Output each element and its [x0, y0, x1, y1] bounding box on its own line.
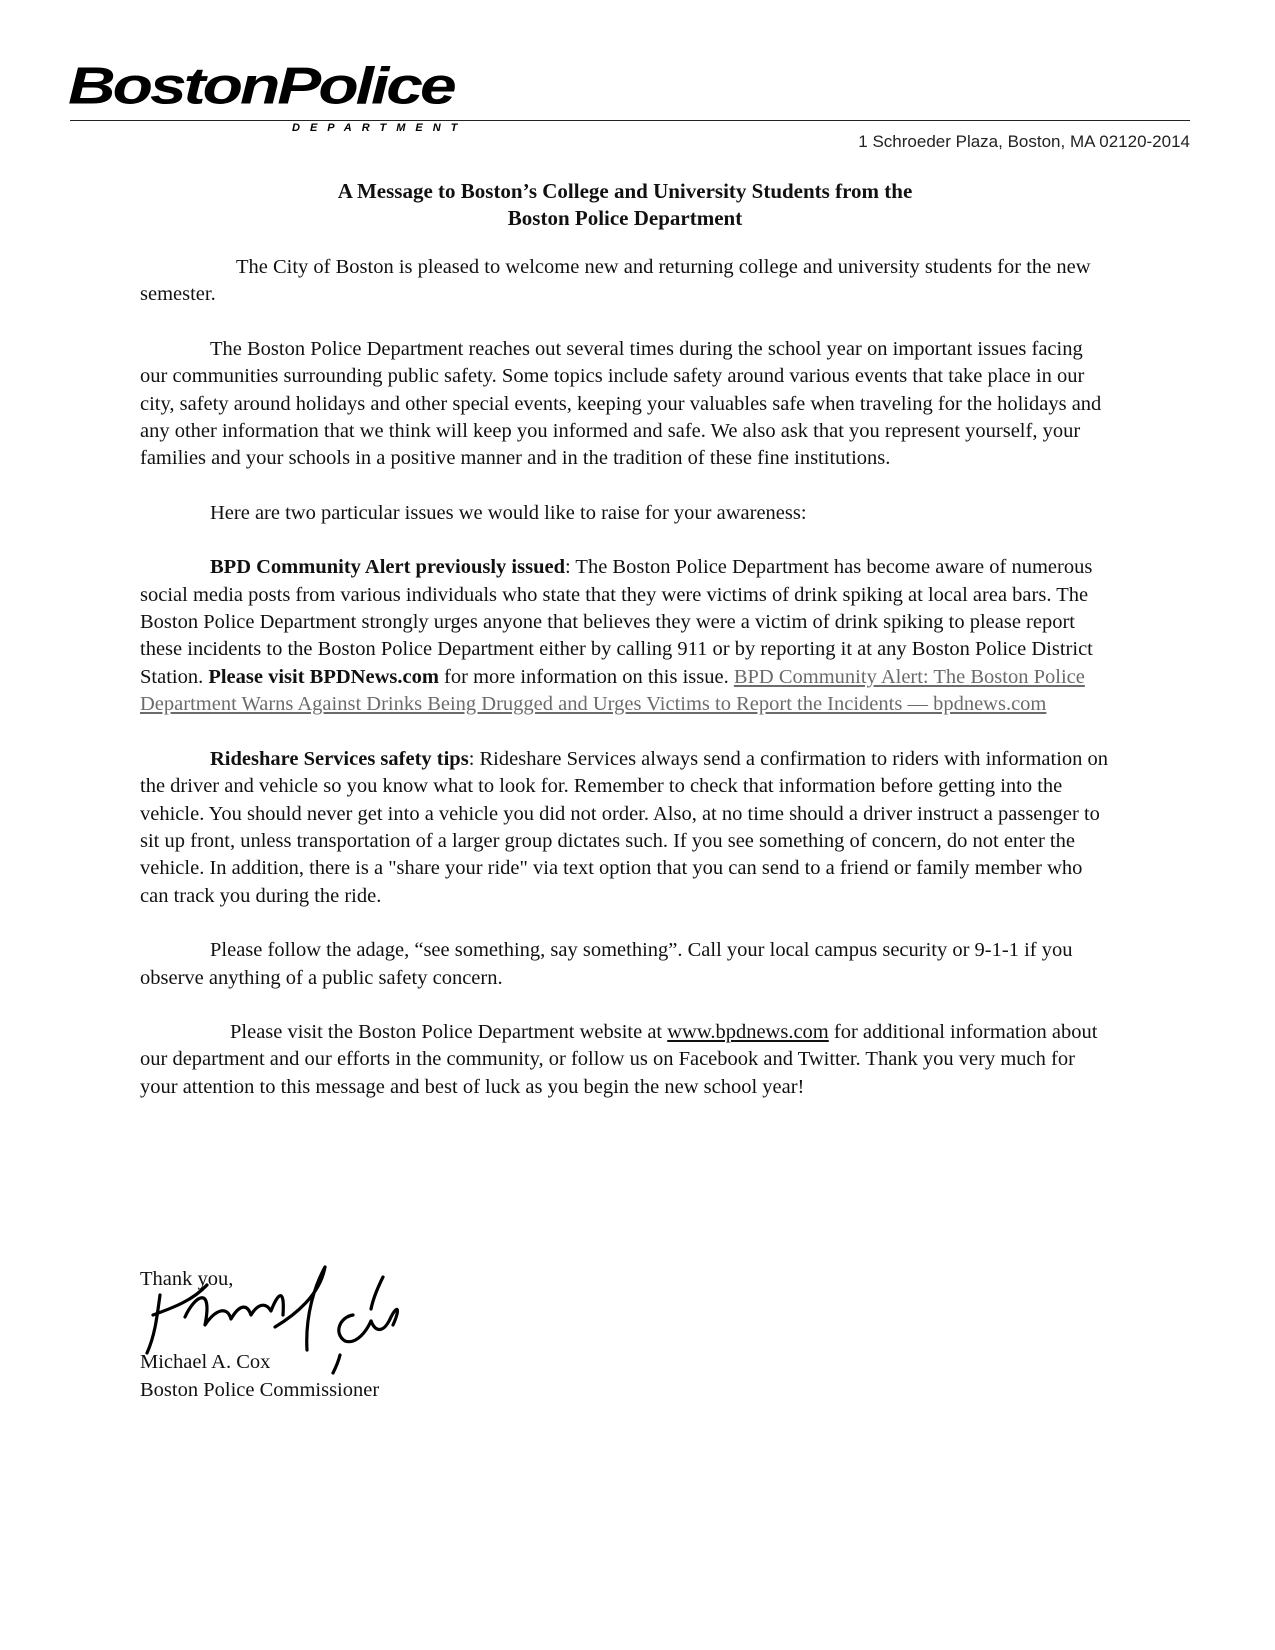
title-line-2: Boston Police Department [507, 206, 743, 230]
letter-title [140, 178, 1110, 232]
paragraph-rideshare [140, 746, 1115, 910]
paragraph-outreach: The Boston Police Department reaches out several times during the school year on important issues facing our communities surrounding public safety. Some topics include safety around various events that take place in our city, safety around holidays and other special events, keeping your valuables safe when traveling for the holidays and any other information that we think will keep you informed and safe. We also ask that you represent yourself, your families and your schools in a positive manner and in the tradition of these fine institutions. [140, 337, 1102, 470]
letterhead-rule [70, 120, 1190, 121]
paragraph-welcome: The City of Boston is pleased to welcome new and returning college and university students for the new semester. [140, 256, 1091, 306]
paragraph-community-alert [140, 554, 1115, 718]
letter-body [140, 254, 1115, 1101]
visit-bpdnews-text: for more information on this issue. [438, 665, 734, 688]
boston-police-logo: BostonPolice [68, 56, 454, 115]
paragraph-website [140, 1019, 1115, 1101]
signer-role: Boston Police Commissioner [140, 1379, 380, 1401]
community-alert-link[interactable]: BPD Community Alert: The Boston Police Department Warns Against Drinks Being Drugged and Urges Victims to Report the Incidents — bpdnews.com [140, 665, 1085, 716]
signer-block [140, 1348, 379, 1404]
rideshare-text: : Rideshare Services always send a confirmation to riders with information on the driver and vehicle so you know what to look for. Remember to check that information before getting into the vehicle. You should never get into a vehicle you did not order. Also, at no time should a driver instruct a passenger to sit up front, unless transportation of a larger group dictates such. If you see something of concern, do not enter the vehicle. In addition, there is a "share your ride" via text option that you can send to a friend or family member who can track you during the ride. [140, 747, 1109, 907]
paragraph-see-something: Please follow the adage, “see something, say something”. Call your local campus security or 9-1-1 if you observe anything of a public safety concern. [140, 939, 1073, 989]
signer-name: Michael A. Cox [140, 1351, 271, 1373]
title-line-1: A Message to Boston’s College and University Students from the [337, 179, 913, 203]
paragraph-issues-intro: Here are two particular issues we would like to raise for your awareness: [210, 501, 807, 524]
website-text-after: for additional information about our department and our efforts in the community, or follow us on Facebook and Twitter. Thank you very much for your attention to this message and best of luck as you begin the new school year! [140, 1020, 1098, 1098]
closing-text: Thank you, [140, 1268, 234, 1290]
rideshare-heading: Rideshare Services safety tips [210, 747, 469, 770]
community-alert-text: : The Boston Police Department has become aware of numerous social media posts from various individuals who state that they were victims of drink spiking at local area bars. The Boston Police Department strongly urges anyone that believes they were a victim of drink spiking to please report these incidents to the Boston Police Department either by calling 911 or by reporting it at any Boston Police District Station. [140, 556, 1093, 688]
letterhead-address: 1 Schroeder Plaza, Boston, MA 02120-2014 [858, 132, 1190, 151]
community-alert-heading: BPD Community Alert previously issued [210, 556, 565, 579]
bpdnews-website-link[interactable]: www.bpdnews.com [667, 1020, 829, 1043]
visit-bpdnews-bold: Please visit BPDNews.com [208, 665, 439, 688]
logo-department-text: DEPARTMENT [292, 122, 468, 134]
website-text-before: Please visit the Boston Police Department website at [230, 1020, 668, 1043]
